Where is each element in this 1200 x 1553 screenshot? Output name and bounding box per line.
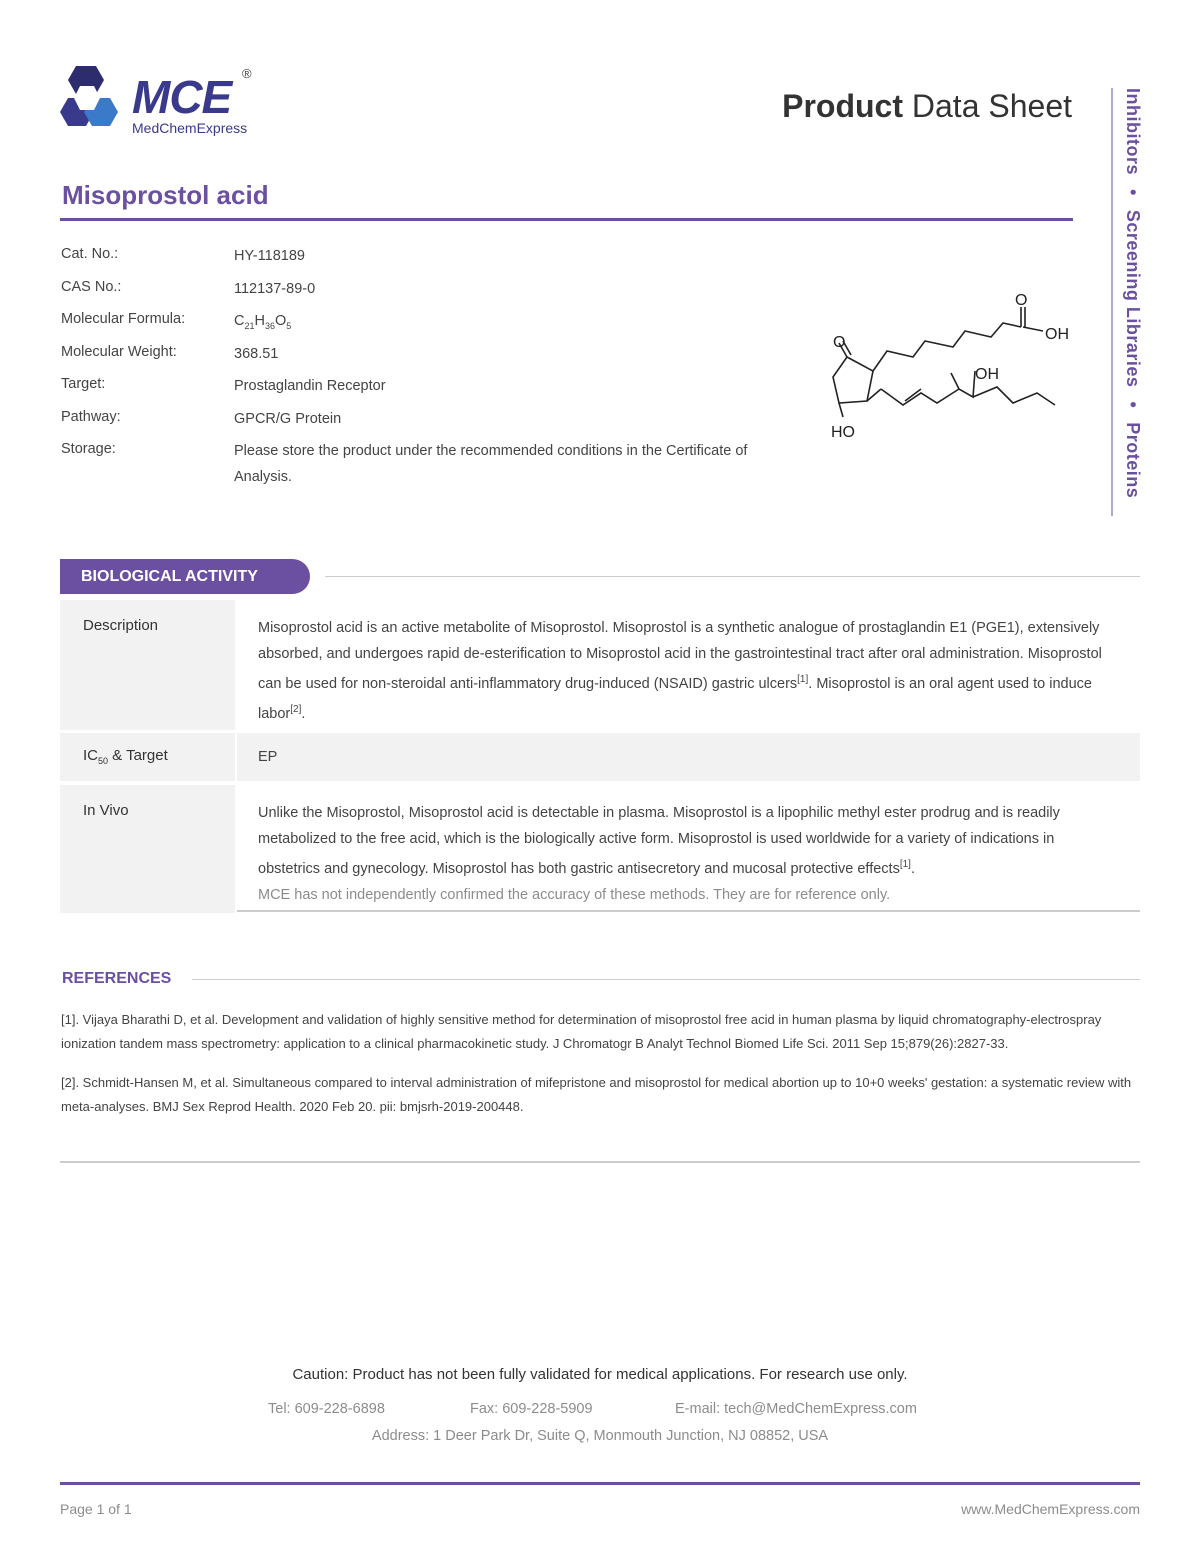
side-label-inhibitors: Inhibitors <box>1123 88 1143 175</box>
reference-item: [1]. Vijaya Bharathi D, et al. Development and validation of highly sensitive method for determination of misoprostol free acid in human plasma by liquid chromatography-electrospray ionization tandem mass spectrometry: application to a clinical pharmacokinetic study. J Chromatogr B Analyt Technol Biomed Life Sci. 2011 Sep 15;879(26):2827-33. <box>61 1012 1102 1051</box>
structure-o-acid: O <box>1015 292 1028 309</box>
table-bottom-rule <box>237 910 1140 912</box>
ic50-value: EP <box>237 733 1140 781</box>
info-row-cas <box>61 279 821 312</box>
info-row-target <box>61 376 821 409</box>
mw-label: Molecular Weight: <box>61 343 177 360</box>
structure-oh-acid: OH <box>1045 326 1069 343</box>
mw-value: 368.51 <box>234 345 279 362</box>
section-divider <box>325 576 1140 577</box>
in-vivo-text: Unlike the Misoprostol, Misoprostol acid is detectable in plasma. Misoprostol is a lipophilic methyl ester prodrug and is readily metabolized to the free acid, which is the biologically active form. Misoprostol is used worldwide for a variety of indications in obstetrics and gynecology. Misoprostol has both gastric antisecretory and mucosal protective effects[1]. MCE has not independently confirmed the accuracy of these methods. They are for reference only. <box>258 805 1060 903</box>
info-row-cat <box>61 246 821 279</box>
caution-notice: Caution: Product has not been fully validated for medical applications. For research use only. <box>292 1366 908 1383</box>
page-number: Page 1 of 1 <box>60 1501 132 1517</box>
info-row-mw <box>61 344 821 377</box>
side-label-proteins: Proteins <box>1123 422 1143 499</box>
references-list <box>61 1008 1139 1134</box>
pathway-label: Pathway: <box>61 408 121 425</box>
mce-logo <box>58 62 268 142</box>
target-value: Prostaglandin Receptor <box>234 378 386 394</box>
ic50-label: $IC_{50}$ & Target <box>60 733 235 781</box>
storage-label: Storage: <box>61 441 116 457</box>
footer-divider <box>60 1482 1140 1485</box>
citation-1: [1] <box>899 859 911 870</box>
references-bottom-rule <box>60 1161 1140 1163</box>
info-row-pathway <box>61 409 821 442</box>
in-vivo-label: In Vivo <box>60 785 235 913</box>
fax: Fax: 609-228-5909 <box>470 1401 593 1417</box>
cat-label: Cat. No.: <box>61 246 119 262</box>
title-divider <box>60 218 1073 221</box>
title-bold: Product <box>782 88 903 124</box>
formula-label: Molecular Formula: <box>61 311 186 327</box>
storage-value: Please store the product under the recommended conditions in the Certificate of Analysis. <box>234 443 748 485</box>
side-divider <box>1111 88 1113 516</box>
info-row-formula <box>61 311 821 344</box>
formula-value: $C_{21}H_{36}O_5$ <box>234 313 292 331</box>
biological-activity-header: BIOLOGICAL ACTIVITY <box>60 559 310 594</box>
logo-hexagon-icon <box>58 64 130 136</box>
side-categories <box>1120 88 1146 516</box>
structure-oh-chain: OH <box>975 366 999 383</box>
info-row-storage <box>61 441 821 485</box>
email: E-mail: tech@MedChemExpress.com <box>675 1401 917 1417</box>
description-text: Misoprostol acid is an active metabolite of Misoprostol. Misoprostol is a synthetic analogue of prostaglandin E1 (PGE1), extensively absorbed, and undergoes rapid de-esterification to Misoprostol acid in the gastrointestinal tract after oral administration. Misoprostol can be used for non-steroidal anti-inflammatory drug-induced (NSAID) gastric ulcers[1]. Misoprostol is an oral agent used to induce labor[2]. <box>258 620 1102 722</box>
structure-o-ketone: O <box>833 334 846 351</box>
reference-item: [2]. Schmidt-Hansen M, et al. Simultaneous compared to interval administration of mifepristone and misoprostol for medical abortion up to 10+0 weeks' gestation: a systematic review with meta-analyses. BMJ Sex Reprod Health. 2020 Feb 20. pii: bmjsrh-2019-200448. <box>61 1075 1132 1114</box>
logo-wordmark: MCE <box>132 71 232 123</box>
document-title <box>782 88 1072 125</box>
biological-activity-table <box>60 600 1140 913</box>
pathway-value: GPCR/G Protein <box>234 410 342 427</box>
disclaimer-note: MCE has not independently confirmed the accuracy of these methods. They are for reference only. <box>258 886 891 903</box>
website-link[interactable]: www.MedChemExpress.com <box>961 1501 1140 1517</box>
cas-label: CAS No.: <box>61 278 122 295</box>
chemical-structure <box>825 285 1085 445</box>
row-in-vivo <box>60 785 1140 913</box>
product-name: Misoprostol acid <box>62 180 269 210</box>
references-title: REFERENCES <box>62 970 172 987</box>
description-label: Description <box>60 600 235 730</box>
cat-value: HY-118189 <box>234 248 305 264</box>
address: Address: 1 Deer Park Dr, Suite Q, Monmouth Junction, NJ 08852, USA <box>371 1428 829 1444</box>
side-separator: • <box>1123 189 1143 196</box>
references-divider <box>192 979 1140 980</box>
product-info <box>61 246 821 485</box>
phone: Tel: 609-228-6898 <box>268 1401 385 1417</box>
logo-subtitle: MedChemExpress <box>132 120 248 136</box>
registered-mark: ® <box>242 66 252 81</box>
side-label-screening: Screening Libraries <box>1123 209 1143 388</box>
structure-ho-ring: HO <box>831 424 855 441</box>
title-rest: Data Sheet <box>903 88 1072 124</box>
cas-value: 112137-89-0 <box>234 280 316 297</box>
row-ic50 <box>60 733 1140 781</box>
side-separator: • <box>1123 401 1143 409</box>
target-label: Target: <box>61 376 106 392</box>
row-description <box>60 600 1140 730</box>
citation-2: [2] <box>290 703 302 715</box>
citation-1: [1] <box>797 674 809 685</box>
